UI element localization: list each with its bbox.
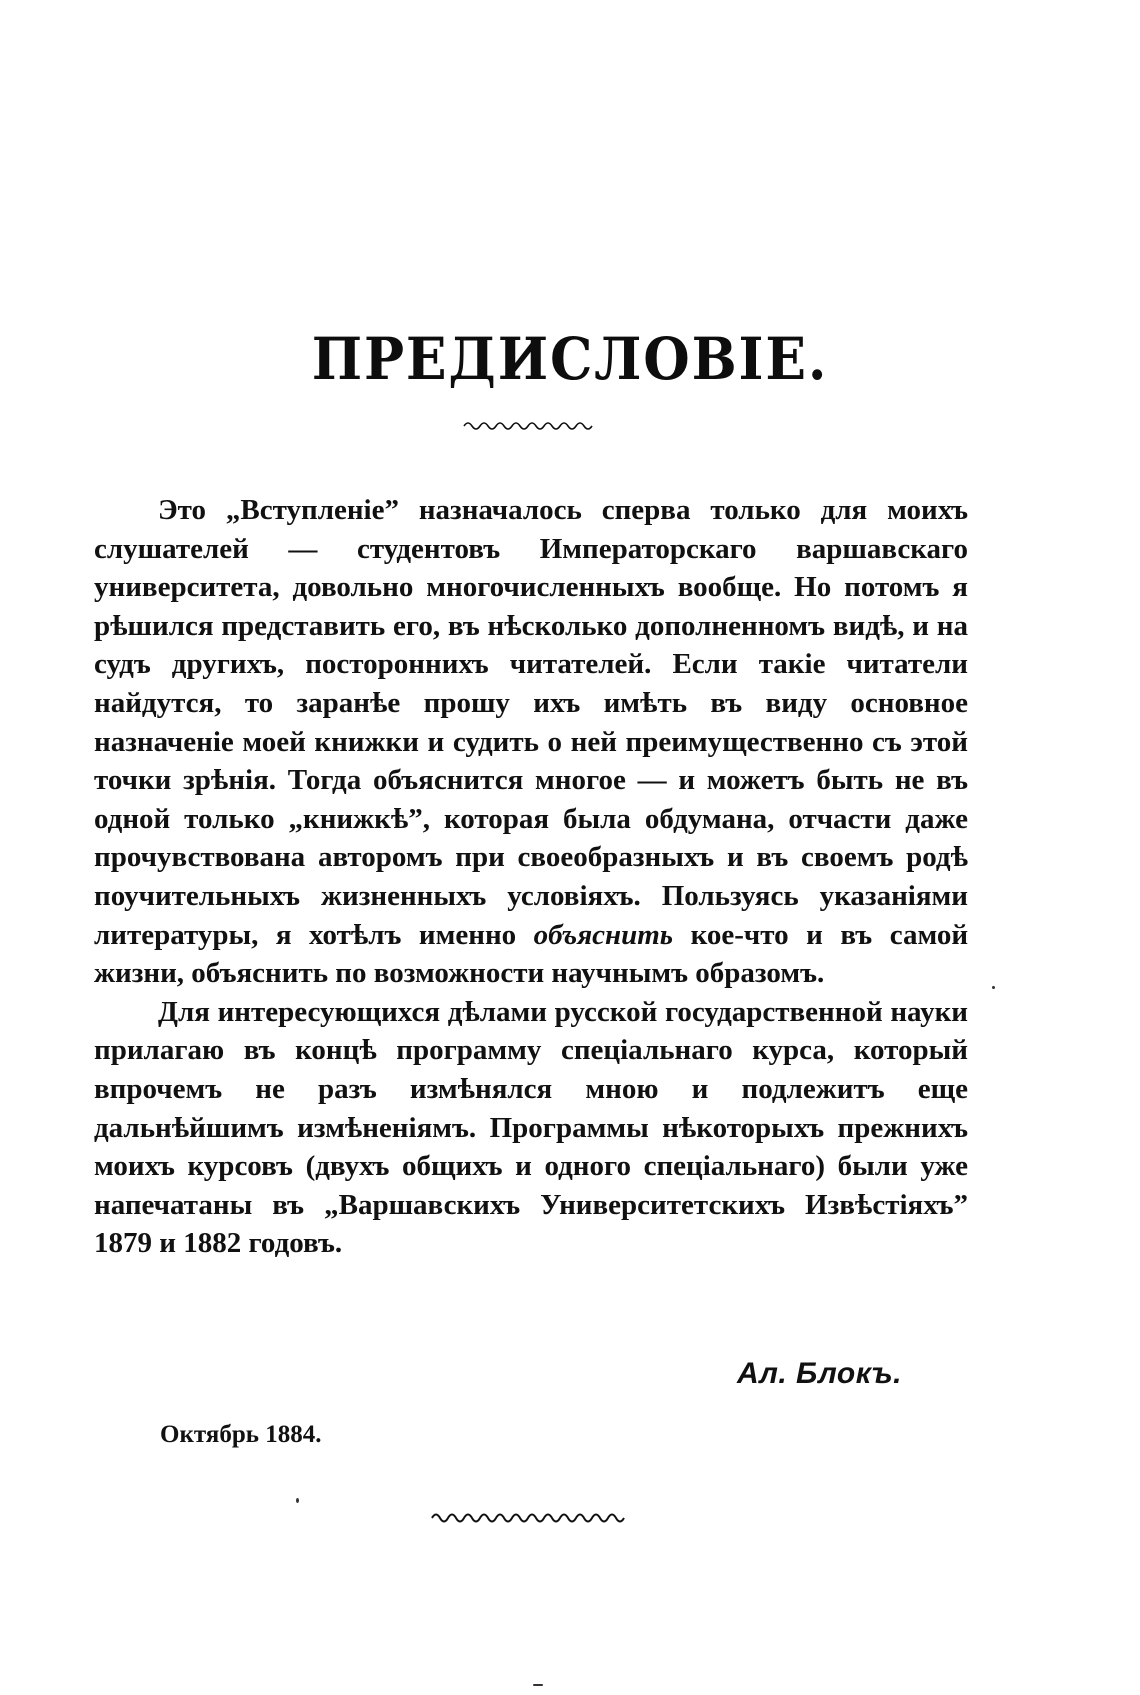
- date-line: Октябрь 1884.: [160, 1421, 322, 1448]
- paragraph-2: Для интересующихся дѣлами русской государственной науки прилагаю въ концѣ программу спеціальнаго курса, который впрочемъ не разъ измѣнялся мною и подлежитъ еще дальнѣйшимъ измѣненіямъ. Программы нѣкоторыхъ прежнихъ моихъ курсовъ (двухъ общихъ и одного спеціальнаго) были уже напечатаны въ „Варшавскихъ Университетскихъ Извѣстіяхъ” 1879 и 1882 годовъ.: [94, 995, 968, 1260]
- bottom-ornament-rule: [430, 1508, 630, 1526]
- paragraph-1-text-a: Это „Вступленіе” назначалось сперва только для моихъ слушателей — студентовъ Императорскаго варшавскаго университета, довольно многочисленныхъ вообще. Но потомъ я рѣшился представить его, въ нѣсколько дополненномъ видѣ, и на судъ другихъ, постороннихъ читателей. Если такіе читатели найдутся, то заранѣе прошу ихъ имѣть въ виду основное назначеніе моей книжки и судить о ней преимущественно съ этой точки зрѣнія. Тогда объяснится многое — и можетъ быть не въ одной только „книжкѣ”, которая была обдумана, отчасти даже прочувствована авторомъ при своеобразныхъ и въ своемъ родѣ поучительныхъ жизненныхъ условіяхъ. Пользуясь указаніями литературы, я хотѣлъ именно: [94, 494, 968, 951]
- print-speck: [296, 1498, 299, 1503]
- emphasized-word: объяснить: [533, 918, 674, 951]
- author-signature: Ал. Блокъ.: [737, 1357, 902, 1390]
- top-ornament-rule: [462, 418, 596, 432]
- paragraph-1-text-b: кое-что и въ самой жизни, объяснить по возможности научнымъ образомъ.: [94, 918, 969, 990]
- print-speck: [533, 1684, 543, 1686]
- paragraph-1: [94, 491, 968, 993]
- page-title: ПРЕДИСЛОВІЕ.: [311, 325, 829, 393]
- print-speck: [992, 986, 995, 989]
- preface-body: [94, 491, 968, 1263]
